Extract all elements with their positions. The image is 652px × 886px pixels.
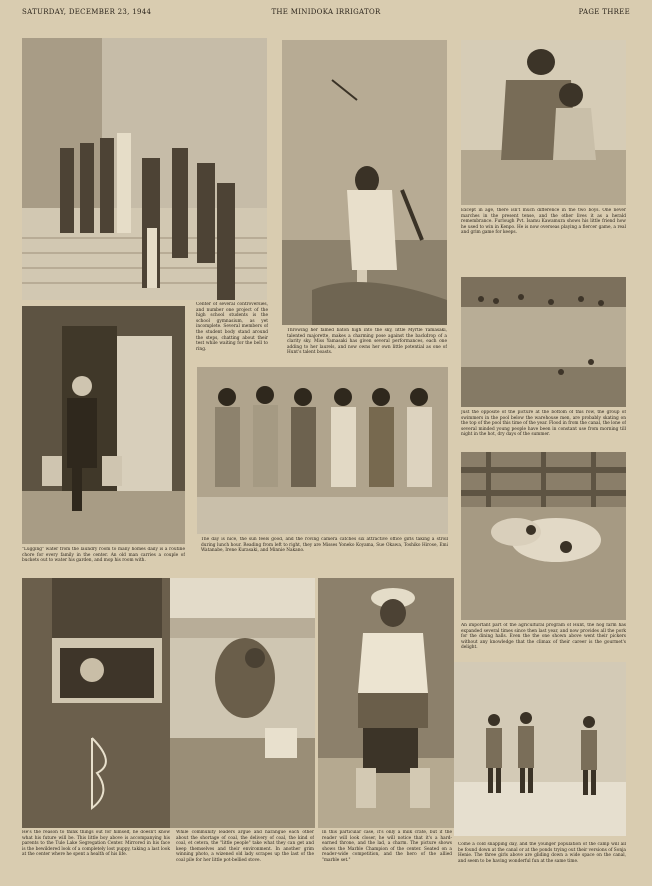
coal-pile-illustration bbox=[170, 578, 315, 828]
soldier-and-boy-photo bbox=[461, 40, 626, 205]
soldier-and-boy-illustration bbox=[461, 40, 626, 205]
majorette-photo bbox=[282, 40, 447, 325]
office-girls-illustration bbox=[197, 367, 448, 534]
soldier-and-boy-caption: Except in age, there isn't much difference in the two boys. One never marches in the present tense, and the other lives it as a herald remembrance. Furlough Pvt. Isamu Kawamura shows his little friend how he used to win in Kenpo. He is now overseas playing a fiercer game, a real and grim game for keeps. bbox=[461, 208, 626, 236]
swimming-pool-photo bbox=[461, 277, 626, 407]
boy-in-window-caption: He's the reason to think things out for himself, he doesn't know what his future will be. This little boy above is accompanying his parents to the Tule Lake Segregation Center. Mirrored in his face is the bewildered look of a completely lost puppy, taking a last look at the center where he spent a health of his life. bbox=[22, 830, 170, 858]
ice-skaters-illustration bbox=[454, 662, 626, 836]
majorette-caption: Throwing her famed baton high into the sky, little Myrtle Yamasaki, talented majorette, makes a charming pose against the backdrop of a clarity sky. Miss Yamasaki has given several performances, each one adding to her laurels, and now owns her own little potential as one of Hunt's talent boasts. bbox=[287, 328, 447, 356]
boy-in-window-photo bbox=[22, 578, 170, 828]
water-carrier-caption: "Lugging" water from the laundry room to many homes daily is a routine chore for every family in the center. An old man carries a couple of buckets out to water his garden, and mop his room with. bbox=[22, 547, 185, 564]
marble-champion-caption: In this particular case, it's only a milk crate, but if the reader will look closer, he will notice that it's a hard-earned throne, and the lad, a charm. The picture shows shows the Marble Champion of the center. Seated on a reader-wide competition, and the hero of the allied "marble set." bbox=[322, 830, 452, 863]
coal-pile-photo bbox=[170, 578, 315, 828]
ice-skaters-photo bbox=[454, 662, 626, 836]
swimming-pool-caption: Just the opposite of the picture at the bottom of this row, the group of swimmers in the pool below the warehouse men, are probably skating on the top of the pool this time of the year. Flood in from the canal, the lone of several minded young people have been in constant use from morning till night in the hot, dry days of the summer. bbox=[461, 410, 626, 438]
office-girls-photo bbox=[197, 367, 448, 534]
newspaper-title: THE MINIDOKA IRRIGATOR bbox=[271, 8, 381, 16]
page-number: PAGE THREE bbox=[578, 8, 630, 16]
coal-pile-caption: While community leaders argue and harangue each other about the shortage of coal, the delivery of coal, the kind of coal, et cetera, the "little people" take what they can get and keep themselves and their environment. In another grim winning photo, a wizened old lady scrapes up the last of the coal pile for her little pot-bellied stove. bbox=[176, 830, 314, 863]
marble-champion-illustration bbox=[318, 578, 454, 828]
hog-farm-illustration bbox=[461, 452, 626, 620]
school-steps-photo bbox=[22, 38, 267, 300]
water-carrier-photo bbox=[22, 306, 185, 544]
ice-skaters-caption: Come a cold snapping day, and the younger population of the camp will all be found down at the canal or at the ponds trying out their versions of Sonja Henie. The three girls above are gliding down a wide space on the canal, and seem to be having wonderful fun at the same time. bbox=[458, 842, 626, 864]
hog-farm-caption: An important part of the agricultural program of Hunt, the hog farm has expanded several times since then last year, and now provides all the pork for the dining halls. Even the the one shown above went their pickers without any knowledge that the climax of their career is the gourmet's delight. bbox=[461, 623, 626, 651]
hog-farm-photo bbox=[461, 452, 626, 620]
office-girls-caption: The day is nice, the sun feels good, and the roving camera catches six attractive office girls taking a stroll during lunch hour. Reading from left to right, they are Misses Yoneko Koyama, Sue Okawa, Toshiko Hirose, Emi Watanabe, Irene Kurasaki, and Minnie Nakano. bbox=[201, 537, 448, 554]
school-steps-illustration bbox=[22, 38, 267, 300]
majorette-illustration bbox=[282, 40, 447, 325]
water-carrier-illustration bbox=[22, 306, 185, 544]
newspaper-header bbox=[22, 6, 630, 20]
issue-date: SATURDAY, DECEMBER 23, 1944 bbox=[22, 8, 152, 16]
school-steps-caption: Center of several controversies, and number one project of the high school students is the school gymnasium, as yet incomplete. Several members of the student body stand around the steps, chatting about their test while waiting for the bell to ring. bbox=[196, 302, 268, 352]
marble-champion-photo bbox=[318, 578, 454, 828]
boy-in-window-illustration bbox=[22, 578, 170, 828]
swimming-pool-illustration bbox=[461, 277, 626, 407]
